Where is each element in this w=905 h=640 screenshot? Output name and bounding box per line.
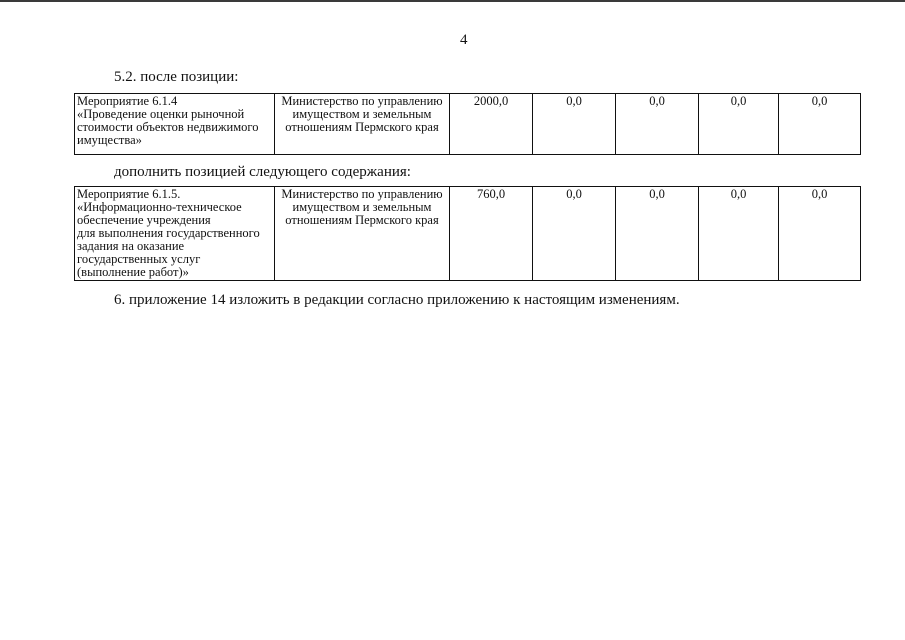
amount-cell: 0,0 xyxy=(616,94,699,155)
executor-line: Министерство по управлению xyxy=(281,94,443,108)
measure-name-cell xyxy=(75,94,275,155)
measure-name-line: имущества» xyxy=(77,133,142,147)
table-row xyxy=(75,187,861,281)
executor-line: Министерство по управлению xyxy=(281,187,443,201)
amount-cell: 0,0 xyxy=(533,94,616,155)
measure-name-line: обеспечение учреждения xyxy=(77,213,211,227)
executor-cell xyxy=(275,94,450,155)
table-position-6-1-5 xyxy=(74,186,861,281)
executor-line: отношениям Пермского края xyxy=(285,213,439,227)
amount-cell: 0,0 xyxy=(533,187,616,281)
executor-line: отношениям Пермского края xyxy=(285,120,439,134)
measure-name-line: «Проведение оценки рыночной xyxy=(77,107,245,121)
amount-cell: 0,0 xyxy=(779,187,861,281)
measure-name-line: задания на оказание xyxy=(77,239,185,253)
measure-name-line: стоимости объектов недвижимого xyxy=(77,120,259,134)
amount-cell: 0,0 xyxy=(779,94,861,155)
paragraph-add-position: дополнить позицией следующего содержания: xyxy=(114,164,411,180)
table-row xyxy=(75,94,861,155)
measure-name-line: для выполнения государственного xyxy=(77,226,260,240)
page-number: 4 xyxy=(460,32,468,48)
measure-name-line: Мероприятие 6.1.5. xyxy=(77,187,181,201)
executor-line: имуществом и земельным xyxy=(292,107,432,121)
amount-cell: 0,0 xyxy=(699,94,779,155)
amount-cell: 0,0 xyxy=(699,187,779,281)
amount-cell: 0,0 xyxy=(616,187,699,281)
measure-name-line: (выполнение работ)» xyxy=(77,265,189,279)
amount-cell: 760,0 xyxy=(450,187,533,281)
paragraph-6: 6. приложение 14 изложить в редакции согласно приложению к настоящим изменениям. xyxy=(114,292,680,308)
measure-name-line: государственных услуг xyxy=(77,252,201,266)
executor-cell xyxy=(275,187,450,281)
scan-edge xyxy=(0,0,905,2)
measure-name-line: Мероприятие 6.1.4 xyxy=(77,94,178,108)
measure-name-line: «Информационно-техническое xyxy=(77,200,242,214)
executor-line: имуществом и земельным xyxy=(292,200,432,214)
table-position-6-1-4 xyxy=(74,93,861,155)
amount-cell: 2000,0 xyxy=(450,94,533,155)
measure-name-cell xyxy=(75,187,275,281)
paragraph-5-2: 5.2. после позиции: xyxy=(114,69,239,85)
